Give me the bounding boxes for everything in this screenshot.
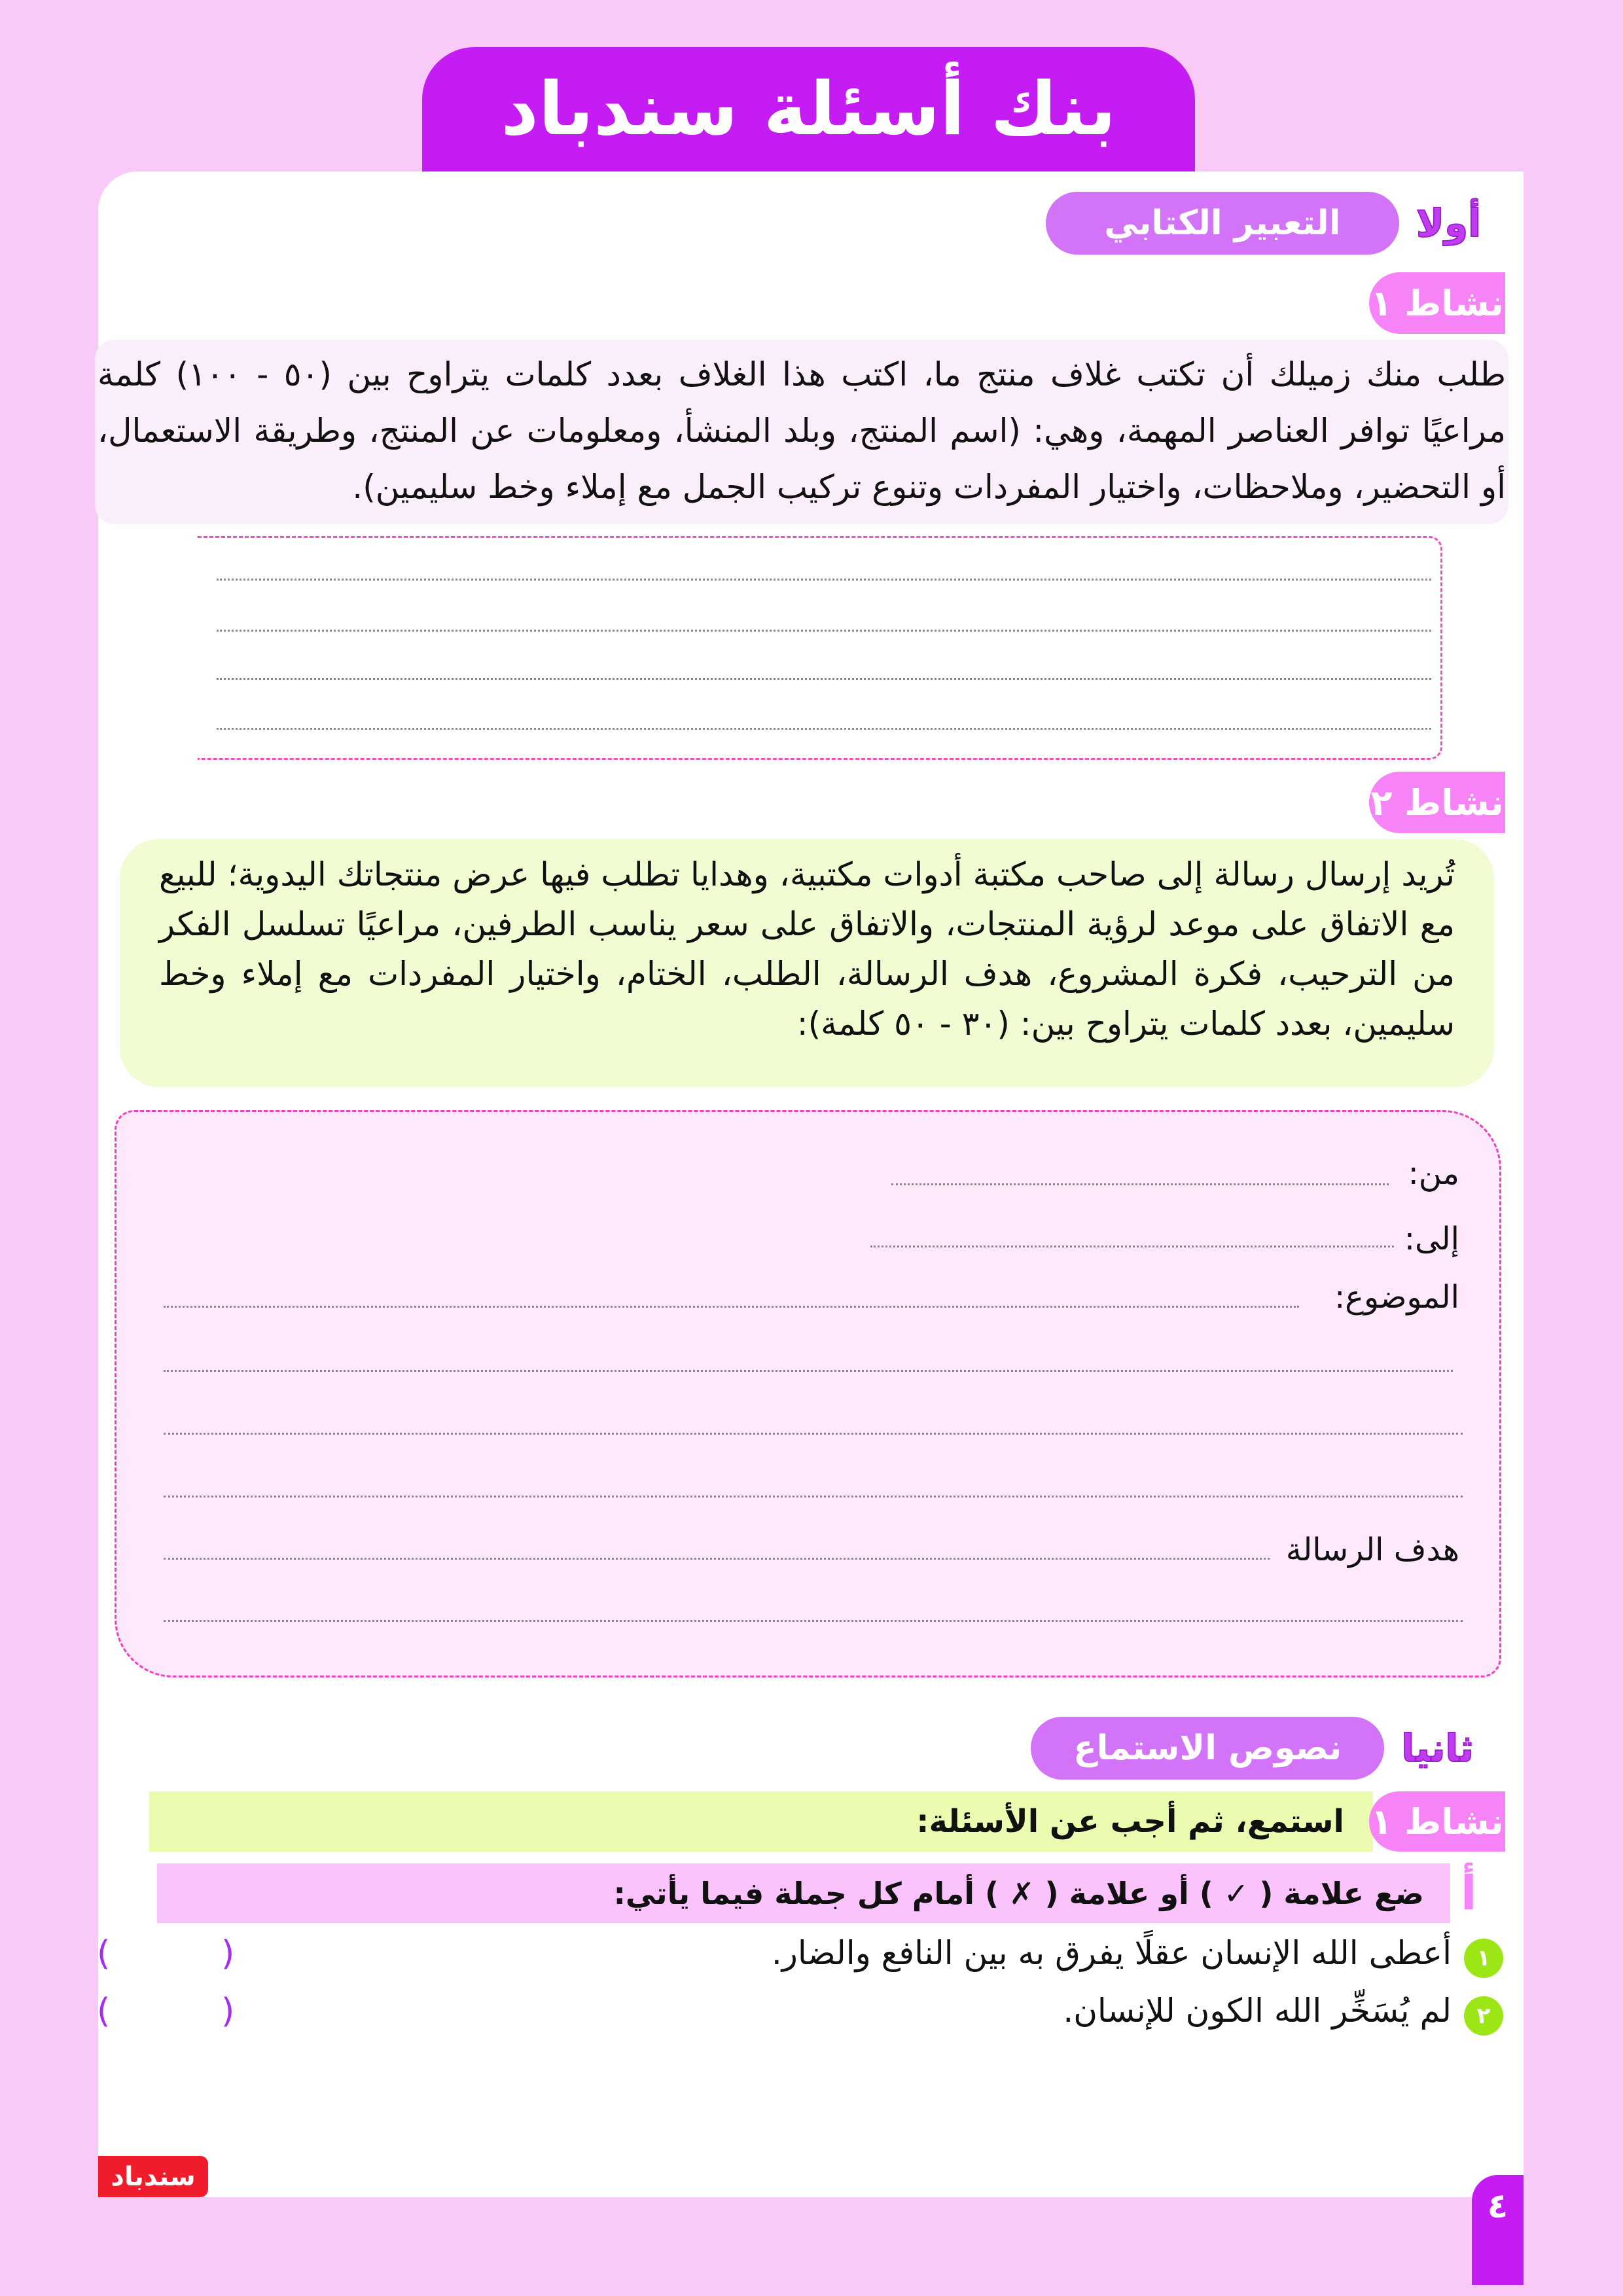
letter-to-label: إلى:	[1404, 1221, 1459, 1257]
item-number-1: ١	[1464, 1939, 1503, 1978]
letter-line[interactable]	[164, 1370, 1453, 1372]
section-ordinal: ثانيا	[1388, 1717, 1487, 1780]
section-title: التعبير الكتابي	[1046, 192, 1399, 255]
activity-2-tab: نشاط ٢	[1369, 772, 1505, 833]
listening-instruction: استمع، ثم أجب عن الأسئلة:	[149, 1791, 1360, 1852]
answer-paren-close[interactable]: )	[221, 1934, 235, 1973]
listening-activity-tab: نشاط ١	[1369, 1791, 1505, 1852]
activity-1-text: طلب منك زميلك أن تكتب غلاف منتج ما، اكتب هذا الغلاف بعدد كلمات يتراوح بين (٥٠ - ١٠٠) كلمة مراعيًا توافر العناصر المهمة، وهي: (اسم المنتج، وبلد المنشأ، ومعلومات عن المنتج، وطريقة الاستعمال، أو التحضير، وملاحظات، واختيار المفردات وتنوع تركيب الجمل مع إملاء وخط سليمين).	[95, 340, 1508, 524]
activity-2-text: تُريد إرسال رسالة إلى صاحب مكتبة أدوات مكتبية، وهدايا تطلب فيها عرض منتجاتك اليدوية؛ للبيع مع الاتفاق على موعد لرؤية المنتجات، والاتفاق على سعر يناسب الطرفين، مراعيًا تسلسل الفكر من الترحيب، فكرة المشروع، هدف الرسالة، الطلب، الختام، واختيار المفردات مع إملاء وخط سليمين، بعدد كلمات يتراوح بين: (٣٠ - ٥٠ كلمة):	[120, 839, 1494, 1087]
to-line[interactable]	[870, 1246, 1394, 1247]
subject-line[interactable]	[164, 1306, 1299, 1308]
answer-paren-close[interactable]: )	[221, 1992, 235, 2031]
answer-line[interactable]	[217, 678, 1431, 680]
letter-subject-label: الموضوع:	[1334, 1279, 1459, 1316]
item-text-2: لم يُسَخِّر الله الكون للإنسان.	[1063, 1992, 1452, 2030]
letter-line[interactable]	[164, 1620, 1463, 1622]
answer-paren-open[interactable]: (	[97, 1992, 111, 2031]
page-title: بنك أسئلة سندباد	[422, 47, 1195, 171]
from-line[interactable]	[891, 1183, 1389, 1185]
letter-line[interactable]	[164, 1496, 1463, 1498]
item-number-2: ٢	[1464, 1996, 1503, 2036]
page-number: ٤	[1472, 2175, 1524, 2285]
answer-paren-open[interactable]: (	[97, 1934, 111, 1973]
letter-box	[115, 1110, 1501, 1677]
part-a-instruction: ضع علامة ( ✓ ) أو علامة ( ✗ ) أمام كل جملة فيما يأتي:	[157, 1863, 1450, 1923]
goal-line[interactable]	[164, 1558, 1270, 1560]
activity-1-tab: نشاط ١	[1369, 272, 1505, 334]
brand-logo: سندباد	[98, 2156, 208, 2197]
answer-line[interactable]	[217, 579, 1431, 581]
section-ordinal: أولا	[1403, 192, 1494, 255]
part-a-letter: أ	[1461, 1865, 1477, 1920]
letter-from-label: من:	[1408, 1155, 1459, 1192]
answer-line[interactable]	[217, 630, 1431, 632]
letter-line[interactable]	[164, 1433, 1463, 1435]
section-title: نصوص الاستماع	[1031, 1717, 1384, 1780]
letter-goal-label: هدف الرسالة	[1285, 1532, 1459, 1568]
section-header-writing	[1046, 192, 1494, 255]
item-text-1: أعطى الله الإنسان عقلًا يفرق به بين النافع والضار.	[771, 1934, 1452, 1972]
answer-line[interactable]	[217, 728, 1431, 730]
answer-box-1[interactable]	[198, 536, 1442, 760]
section-header-listening	[1031, 1717, 1487, 1780]
